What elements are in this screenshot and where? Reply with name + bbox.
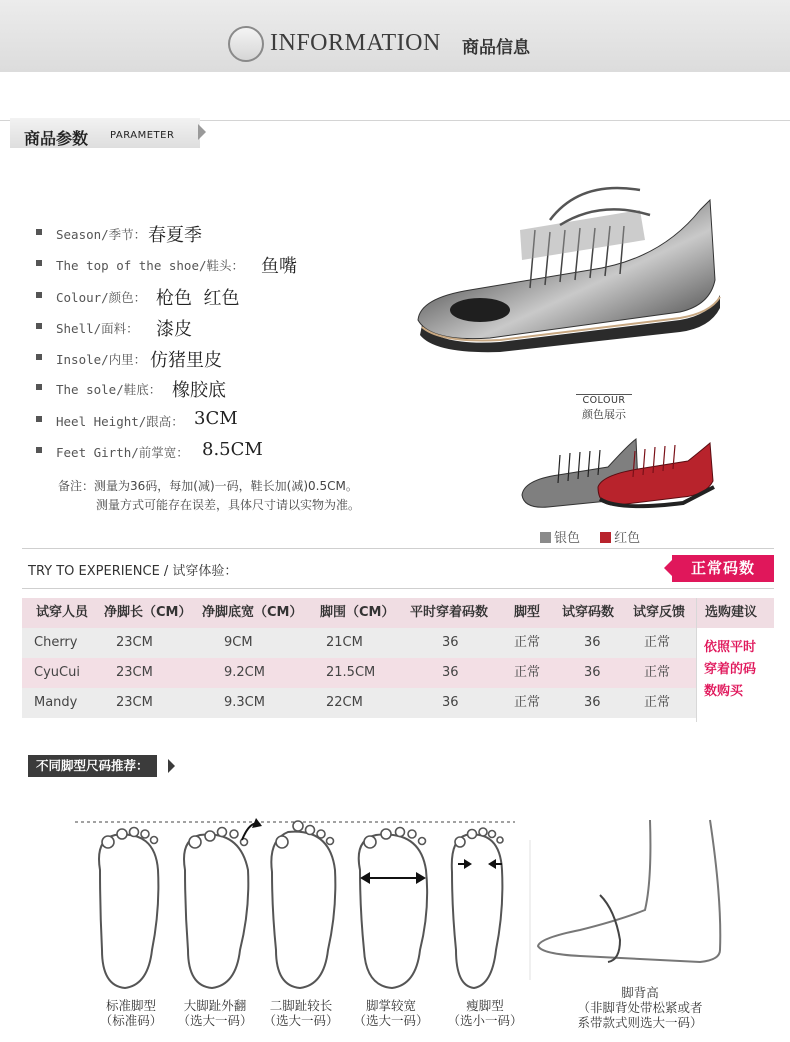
table-header: 试穿码数 — [562, 605, 615, 620]
table-cell: Mandy — [34, 695, 78, 710]
foot-label-line: （选大一码） — [353, 1013, 429, 1028]
table-cell: 9.2CM — [224, 665, 265, 680]
table-header: 平时穿着码数 — [410, 605, 489, 620]
foot-label-bunion — [170, 998, 260, 1028]
table-cell: 21.5CM — [326, 665, 376, 680]
shoe-main-image — [410, 170, 730, 355]
banner-circle-icon — [228, 26, 264, 62]
foot-slim-outline — [452, 834, 503, 988]
table-cell: 正常 — [644, 665, 671, 680]
foot-label-line: 脚背高 — [621, 985, 659, 1000]
normal-size-badge: 正常码数 — [672, 555, 774, 582]
colour-badge — [576, 394, 632, 422]
spec-value: 橡胶底 — [172, 380, 226, 401]
table-cell: 23CM — [116, 635, 153, 650]
parameter-tab-corner — [198, 124, 206, 140]
purchase-advice-cell — [696, 628, 774, 720]
advice-line: 依照平时 — [704, 640, 757, 655]
table-cell: 36 — [442, 665, 459, 680]
measurement-note — [58, 477, 360, 515]
bullet-icon — [36, 292, 42, 298]
table-row — [22, 658, 774, 688]
size-table — [22, 598, 774, 722]
foot-label-slim — [440, 998, 530, 1028]
bullet-icon — [36, 229, 42, 235]
swatch-silver-chip — [540, 532, 551, 543]
spec-value: 枪色 红色 — [156, 288, 240, 309]
table-cell: 正常 — [514, 695, 541, 710]
spec-key: Insole/内里： — [56, 352, 147, 367]
spec-key: Shell/面料： — [56, 321, 139, 336]
foot-type-badge-tip — [168, 759, 175, 773]
spec-key: Feet Girth/前掌宽： — [56, 445, 189, 460]
foot-label-line: 系带款式则选大一码） — [577, 1015, 703, 1030]
colour-badge-cn: 颜色展示 — [582, 408, 626, 421]
table-header: 净脚底宽（CM） — [202, 605, 303, 620]
spec-key: Season/季节： — [56, 227, 147, 242]
swatch-silver[interactable] — [540, 527, 580, 546]
purchase-advice — [704, 637, 756, 703]
colour-swatches — [540, 527, 656, 546]
table-cell: 36 — [584, 665, 601, 680]
spec-value: 8.5CM — [202, 439, 263, 460]
foot-wide-outline — [359, 834, 427, 988]
table-header: 选购建议 — [705, 605, 758, 620]
table-cell: 9.3CM — [224, 695, 265, 710]
bullet-icon — [36, 384, 42, 390]
table-header: 试穿人员 — [36, 605, 89, 620]
foot-bunion-outline — [184, 834, 248, 988]
parameter-subtitle: PARAMETER — [110, 130, 175, 141]
bullet-icon — [36, 416, 42, 422]
table-header: 净脚长（CM） — [104, 605, 192, 620]
advice-line: 穿着的码 — [704, 662, 757, 677]
table-cell: 正常 — [514, 635, 541, 650]
banner-title: INFORMATION — [270, 30, 441, 56]
foot-label-line: 大脚趾外翻 — [183, 998, 247, 1013]
table-cell: 23CM — [116, 695, 153, 710]
foot-label-instep — [555, 985, 725, 1030]
table-cell: 36 — [584, 695, 601, 710]
try-divider-top — [22, 548, 774, 549]
table-cell: 36 — [442, 635, 459, 650]
note-line-1: 备注：测量为36码，每加(减)一码，鞋长加(减)0.5CM。 — [58, 479, 358, 493]
bullet-icon — [36, 323, 42, 329]
table-cell: 23CM — [116, 665, 153, 680]
table-row — [22, 628, 774, 658]
table-header: 脚型 — [514, 605, 541, 620]
try-divider-bottom — [22, 588, 774, 589]
foot-label-line: （非脚背处带松紧或者 — [577, 1000, 703, 1015]
foot-label-line: （选大一码） — [263, 1013, 339, 1028]
note-line-2: 测量方式可能存在误差，具体尺寸请以实物为准。 — [96, 498, 361, 512]
parameter-title: 商品参数 — [24, 129, 89, 148]
try-badge-tip — [664, 560, 672, 576]
table-row — [22, 688, 774, 718]
foot-standard-outline — [99, 834, 158, 988]
spec-key: Heel Height/跟高： — [56, 414, 184, 429]
foot-types-illustration — [60, 800, 760, 1000]
swatch-label: 红色 — [614, 531, 641, 546]
swatch-red-chip — [600, 532, 611, 543]
bullet-icon — [36, 447, 42, 453]
spec-value: 鱼嘴 — [261, 256, 297, 277]
spec-value: 仿猪里皮 — [150, 350, 222, 371]
foot-label-wide — [346, 998, 436, 1028]
table-cell: 正常 — [644, 695, 671, 710]
advice-column-divider — [696, 598, 697, 722]
foot-second-toe-outline — [271, 832, 335, 988]
try-title: TRY TO EXPERIENCE / 试穿体验： — [28, 564, 238, 579]
foot-label-line: 标准脚型 — [105, 998, 156, 1013]
spec-value: 春夏季 — [148, 225, 202, 246]
table-header: 试穿反馈 — [633, 605, 686, 620]
foot-instep-outline — [538, 820, 720, 962]
advice-line: 数购买 — [704, 684, 744, 699]
table-cell: 36 — [584, 635, 601, 650]
spec-value: 3CM — [194, 408, 238, 429]
table-header-row — [22, 598, 774, 628]
foot-label-line: 二脚趾较长 — [269, 998, 333, 1013]
table-header: 脚围（CM） — [320, 605, 395, 620]
swatch-label: 银色 — [554, 531, 581, 546]
foot-label-line: （选大一码） — [177, 1013, 253, 1028]
spec-key: Colour/颜色： — [56, 290, 147, 305]
table-cell: 9CM — [224, 635, 253, 650]
foot-label-line: 瘦脚型 — [466, 998, 504, 1013]
foot-label-standard — [86, 998, 176, 1028]
table-cell: CyuCui — [34, 665, 80, 680]
table-cell: 正常 — [644, 635, 671, 650]
foot-type-badge: 不同脚型尺码推荐： — [28, 755, 157, 777]
table-cell: Cherry — [34, 635, 78, 650]
foot-label-line: 脚掌较宽 — [365, 998, 416, 1013]
spec-key: The sole/鞋底： — [56, 382, 162, 397]
colour-badge-en: COLOUR — [576, 394, 632, 406]
table-cell: 正常 — [514, 665, 541, 680]
foot-label-second-toe — [256, 998, 346, 1028]
spec-key: The top of the shoe/鞋头： — [56, 258, 245, 273]
swatch-red[interactable] — [600, 527, 640, 546]
foot-label-line: （标准码） — [99, 1013, 163, 1028]
table-cell: 36 — [442, 695, 459, 710]
spec-value: 漆皮 — [156, 319, 192, 340]
banner-title-cn: 商品信息 — [462, 38, 530, 58]
table-cell: 21CM — [326, 635, 363, 650]
table-cell: 22CM — [326, 695, 363, 710]
information-banner — [0, 0, 790, 72]
bullet-icon — [36, 260, 42, 266]
bullet-icon — [36, 354, 42, 360]
foot-label-line: （选小一码） — [447, 1013, 523, 1028]
shoe-colour-preview-image — [518, 425, 718, 515]
